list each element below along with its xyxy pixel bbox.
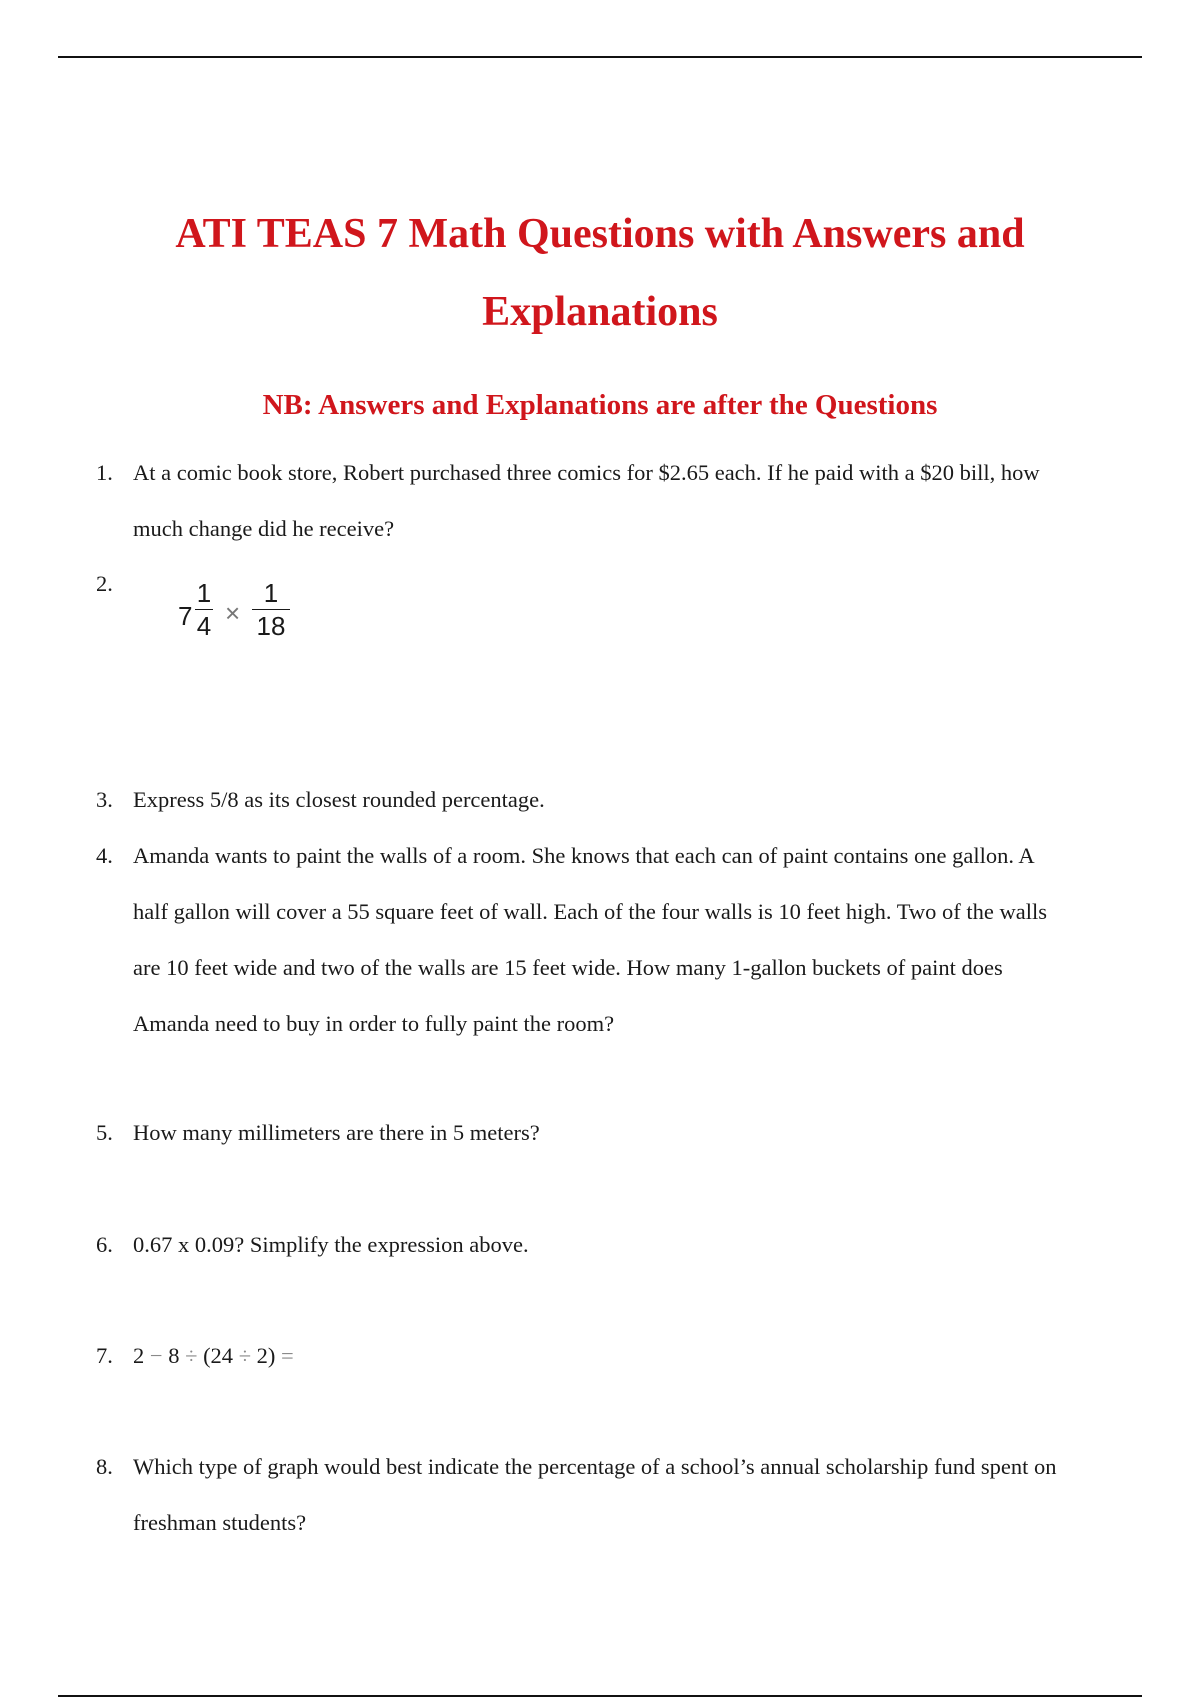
fraction-one-quarter [195, 578, 213, 641]
operand: 2 [133, 1343, 145, 1368]
question-line: are 10 feet wide and two of the walls are 15 feet wide. How many 1-gallon buckets of paint does [133, 955, 1003, 980]
question-text [133, 772, 1138, 828]
question-text [133, 1217, 1138, 1273]
numerator: 1 [263, 578, 279, 608]
title-line-1: ATI TEAS 7 Math Questions with Answers and [175, 211, 1025, 257]
question-text [133, 445, 1138, 557]
fraction-one-eighteenth [252, 578, 290, 641]
question-number: 6. [96, 1232, 113, 1257]
question-line: 0.67 x 0.09? Simplify the expression above. [133, 1232, 529, 1257]
question-number: 1. [96, 460, 113, 485]
operand: 8 [168, 1343, 180, 1368]
operand: 2) [256, 1343, 276, 1368]
question-line: At a comic book store, Robert purchased three comics for $2.65 each. If he paid with a $20 bill, how [133, 460, 1040, 485]
document-title [100, 195, 1100, 351]
denominator: 18 [256, 611, 286, 641]
question-text [133, 1105, 1138, 1161]
question-number: 4. [96, 843, 113, 868]
question-line: freshman students? [133, 1510, 307, 1535]
fraction-bar [195, 609, 213, 610]
divide-operator: ÷ [238, 1343, 252, 1368]
equals-operator: = [281, 1343, 294, 1368]
fraction-bar [252, 609, 290, 610]
question-line: much change did he receive? [133, 516, 395, 541]
question-number: 8. [96, 1454, 113, 1479]
question-number: 7. [96, 1343, 113, 1368]
question-line: Amanda wants to paint the walls of a room. She knows that each can of paint contains one gallon. A [133, 843, 1035, 868]
minus-operator: − [149, 1343, 163, 1368]
question-text [133, 1439, 1138, 1551]
question-line: Express 5/8 as its closest rounded percentage. [133, 787, 545, 812]
question-number: 3. [96, 787, 113, 812]
question-line: Amanda need to buy in order to fully paint the room? [133, 1011, 615, 1036]
question-number: 2. [96, 571, 113, 596]
title-line-2: Explanations [482, 289, 718, 335]
multiply-operator: × [225, 598, 241, 628]
operand: (24 [203, 1343, 234, 1368]
denominator: 4 [196, 611, 212, 641]
question-number: 5. [96, 1120, 113, 1145]
numerator: 1 [196, 578, 212, 608]
question-text [133, 828, 1138, 1052]
header-rule [58, 56, 1142, 58]
question-line: half gallon will cover a 55 square feet of wall. Each of the four walls is 10 feet high. Two of the walls [133, 899, 1047, 924]
divide-operator: ÷ [185, 1343, 198, 1368]
question-line: Which type of graph would best indicate the percentage of a school’s annual scholarship fund spent on [133, 1454, 1057, 1479]
whole-number: 7 [178, 601, 193, 631]
document-subtitle: NB: Answers and Explanations are after the Questions [262, 389, 938, 421]
arithmetic-expression [133, 1328, 1138, 1384]
footer-rule [58, 1695, 1142, 1697]
question-line: How many millimeters are there in 5 meters? [133, 1120, 540, 1145]
